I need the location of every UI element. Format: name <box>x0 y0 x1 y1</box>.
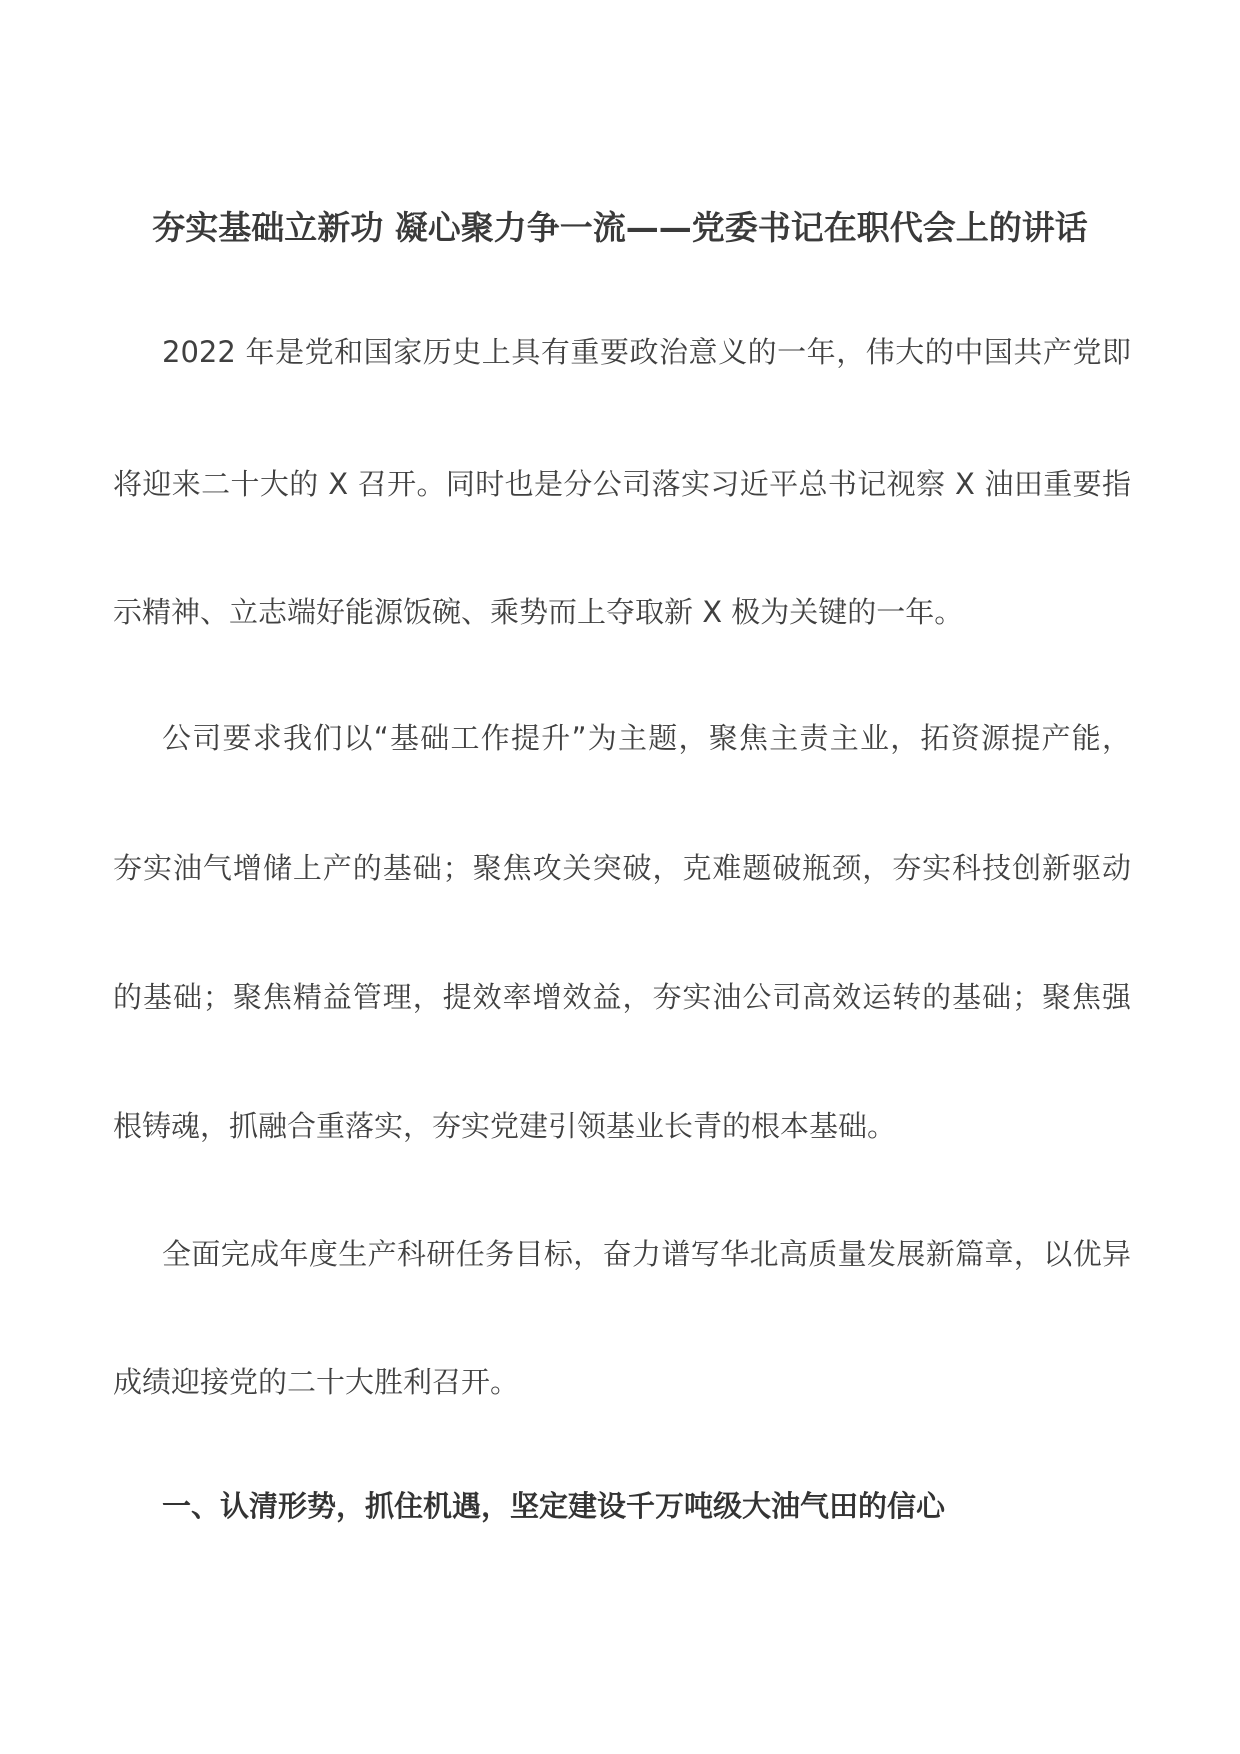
paragraph-3-line-1: 全面完成年度生产科研任务目标，奋力谱写华北高质量发展新篇章，以优异 <box>162 1237 1131 1271</box>
paragraph-1-line-2: 将迎来二十大的 X 召开。同时也是分公司落实习近平总书记视察 X 油田重要指 <box>113 467 1131 501</box>
section-heading: 一、认清形势，抓住机遇，坚定建设千万吨级大油气田的信心 <box>162 1489 946 1523</box>
paragraph-1-line-1: 2022 年是党和国家历史上具有重要政治意义的一年，伟大的中国共产党即 <box>162 335 1131 369</box>
document-title: 夯实基础立新功 凝心聚力争一流——党委书记在职代会上的讲话 <box>152 208 1088 247</box>
paragraph-2-line-3: 的基础；聚焦精益管理，提效率增效益，夯实油公司高效运转的基础；聚焦强 <box>113 980 1131 1014</box>
paragraph-2-line-1: 公司要求我们以“基础工作提升”为主题，聚焦主责主业，拓资源提产能， <box>162 721 1131 755</box>
paragraph-1-line-3: 示精神、立志端好能源饭碗、乘势而上夺取新 X 极为关键的一年。 <box>113 595 964 629</box>
paragraph-2-line-2: 夯实油气增储上产的基础；聚焦攻关突破，克难题破瓶颈，夯实科技创新驱动 <box>113 851 1131 885</box>
paragraph-2-line-4: 根铸魂，抓融合重落实，夯实党建引领基业长青的根本基础。 <box>113 1109 897 1143</box>
paragraph-3-line-2: 成绩迎接党的二十大胜利召开。 <box>113 1365 520 1399</box>
